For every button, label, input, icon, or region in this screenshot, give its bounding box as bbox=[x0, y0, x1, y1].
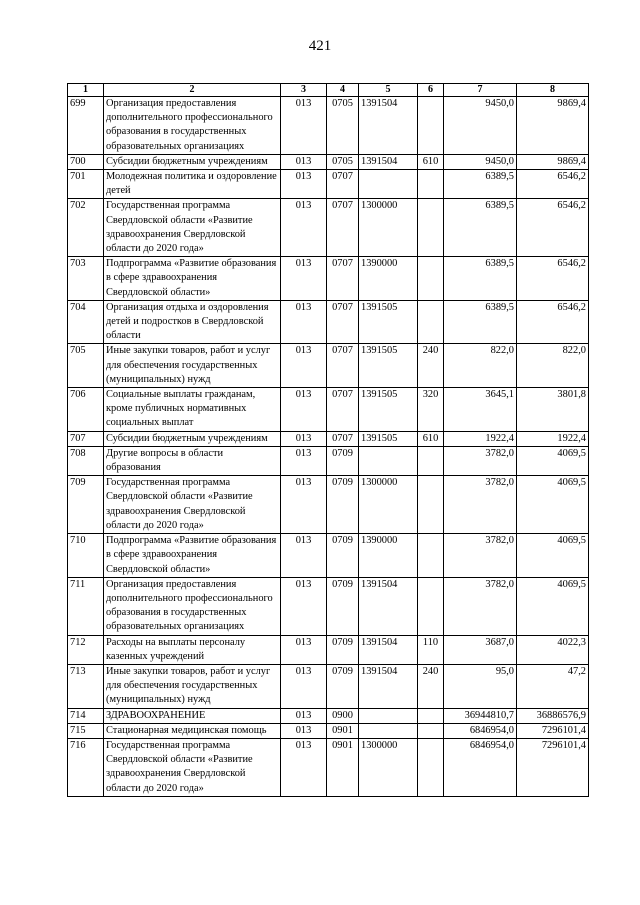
table-row bbox=[68, 738, 589, 796]
col-header: 5 bbox=[359, 84, 418, 97]
row-name: ЗДРАВООХРАНЕНИЕ bbox=[104, 708, 281, 723]
row-amount-year1: 6389,5 bbox=[444, 199, 517, 257]
row-amount-year2: 4069,5 bbox=[517, 446, 589, 475]
row-code-section: 0901 bbox=[327, 738, 359, 796]
row-number: 716 bbox=[68, 738, 104, 796]
row-amount-year1: 6846954,0 bbox=[444, 723, 517, 738]
row-number: 701 bbox=[68, 170, 104, 199]
row-code-target: 1390000 bbox=[359, 257, 418, 301]
table-row bbox=[68, 154, 589, 169]
row-code-target bbox=[359, 446, 418, 475]
row-code-type bbox=[418, 577, 444, 635]
row-name: Другие вопросы в области образования bbox=[104, 446, 281, 475]
row-code-section: 0901 bbox=[327, 723, 359, 738]
row-code-type: 610 bbox=[418, 431, 444, 446]
row-number: 714 bbox=[68, 708, 104, 723]
row-name: Организация предоставления дополнительного профессионального образования в государственных образовательных организациях bbox=[104, 577, 281, 635]
row-code-admin: 013 bbox=[281, 577, 327, 635]
row-amount-year1: 95,0 bbox=[444, 664, 517, 708]
table-row bbox=[68, 708, 589, 723]
row-amount-year2: 822,0 bbox=[517, 344, 589, 388]
row-code-admin: 013 bbox=[281, 300, 327, 344]
row-code-section: 0709 bbox=[327, 664, 359, 708]
row-code-type bbox=[418, 300, 444, 344]
row-code-type: 610 bbox=[418, 154, 444, 169]
row-code-target: 1391504 bbox=[359, 97, 418, 155]
row-code-admin: 013 bbox=[281, 723, 327, 738]
row-code-type bbox=[418, 534, 444, 578]
row-name: Организация отдыха и оздоровления детей и подростков в Свердловской области bbox=[104, 300, 281, 344]
row-code-target: 1391505 bbox=[359, 344, 418, 388]
row-amount-year2: 4069,5 bbox=[517, 577, 589, 635]
row-code-section: 0709 bbox=[327, 534, 359, 578]
row-code-target: 1390000 bbox=[359, 534, 418, 578]
row-amount-year1: 6389,5 bbox=[444, 257, 517, 301]
col-header: 3 bbox=[281, 84, 327, 97]
row-code-target: 1391504 bbox=[359, 154, 418, 169]
row-name: Субсидии бюджетным учреждениям bbox=[104, 431, 281, 446]
row-name: Подпрограмма «Развитие образования в сфере здравоохранения Свердловской области» bbox=[104, 534, 281, 578]
row-number: 708 bbox=[68, 446, 104, 475]
row-number: 710 bbox=[68, 534, 104, 578]
row-number: 713 bbox=[68, 664, 104, 708]
row-number: 704 bbox=[68, 300, 104, 344]
row-amount-year1: 6389,5 bbox=[444, 170, 517, 199]
row-code-admin: 013 bbox=[281, 154, 327, 169]
row-code-target bbox=[359, 723, 418, 738]
row-code-target: 1300000 bbox=[359, 199, 418, 257]
row-name: Государственная программа Свердловской области «Развитие здравоохранения Свердловской области до 2020 года» bbox=[104, 476, 281, 534]
row-code-type: 240 bbox=[418, 344, 444, 388]
row-amount-year2: 6546,2 bbox=[517, 170, 589, 199]
row-code-admin: 013 bbox=[281, 388, 327, 432]
row-number: 703 bbox=[68, 257, 104, 301]
row-code-admin: 013 bbox=[281, 97, 327, 155]
row-code-section: 0707 bbox=[327, 300, 359, 344]
row-amount-year1: 6846954,0 bbox=[444, 738, 517, 796]
col-header: 7 bbox=[444, 84, 517, 97]
row-number: 707 bbox=[68, 431, 104, 446]
row-name: Государственная программа Свердловской области «Развитие здравоохранения Свердловской области до 2020 года» bbox=[104, 199, 281, 257]
table-row bbox=[68, 723, 589, 738]
row-amount-year2: 4022,3 bbox=[517, 635, 589, 664]
row-code-section: 0705 bbox=[327, 154, 359, 169]
row-code-type bbox=[418, 199, 444, 257]
row-code-type bbox=[418, 738, 444, 796]
row-number: 705 bbox=[68, 344, 104, 388]
col-header: 8 bbox=[517, 84, 589, 97]
row-number: 700 bbox=[68, 154, 104, 169]
row-name: Стационарная медицинская помощь bbox=[104, 723, 281, 738]
table-row bbox=[68, 664, 589, 708]
row-code-type bbox=[418, 446, 444, 475]
row-code-section: 0709 bbox=[327, 577, 359, 635]
row-code-target: 1391504 bbox=[359, 664, 418, 708]
row-code-section: 0707 bbox=[327, 344, 359, 388]
row-amount-year1: 3782,0 bbox=[444, 534, 517, 578]
table-row bbox=[68, 170, 589, 199]
table-row bbox=[68, 431, 589, 446]
row-code-admin: 013 bbox=[281, 738, 327, 796]
row-amount-year1: 822,0 bbox=[444, 344, 517, 388]
row-code-admin: 013 bbox=[281, 664, 327, 708]
row-number: 706 bbox=[68, 388, 104, 432]
row-amount-year1: 3645,1 bbox=[444, 388, 517, 432]
row-code-section: 0709 bbox=[327, 476, 359, 534]
row-name: Организация предоставления дополнительного профессионального образования в государственных образовательных организациях bbox=[104, 97, 281, 155]
row-code-type bbox=[418, 257, 444, 301]
row-code-section: 0707 bbox=[327, 199, 359, 257]
row-code-section: 0707 bbox=[327, 257, 359, 301]
row-amount-year2: 4069,5 bbox=[517, 534, 589, 578]
row-code-admin: 013 bbox=[281, 431, 327, 446]
row-code-admin: 013 bbox=[281, 476, 327, 534]
row-number: 702 bbox=[68, 199, 104, 257]
header-row bbox=[68, 84, 589, 97]
row-code-type: 240 bbox=[418, 664, 444, 708]
row-amount-year2: 3801,8 bbox=[517, 388, 589, 432]
row-amount-year1: 3687,0 bbox=[444, 635, 517, 664]
row-code-target: 1300000 bbox=[359, 738, 418, 796]
table-row bbox=[68, 577, 589, 635]
row-code-type bbox=[418, 476, 444, 534]
row-code-target bbox=[359, 170, 418, 199]
row-amount-year1: 3782,0 bbox=[444, 476, 517, 534]
row-code-type bbox=[418, 708, 444, 723]
row-amount-year2: 6546,2 bbox=[517, 300, 589, 344]
row-code-admin: 013 bbox=[281, 257, 327, 301]
row-amount-year1: 3782,0 bbox=[444, 577, 517, 635]
row-code-admin: 013 bbox=[281, 708, 327, 723]
table-row bbox=[68, 534, 589, 578]
row-amount-year2: 7296101,4 bbox=[517, 738, 589, 796]
row-code-admin: 013 bbox=[281, 534, 327, 578]
col-header: 1 bbox=[68, 84, 104, 97]
row-number: 711 bbox=[68, 577, 104, 635]
row-code-type: 110 bbox=[418, 635, 444, 664]
row-name: Подпрограмма «Развитие образования в сфере здравоохранения Свердловской области» bbox=[104, 257, 281, 301]
row-code-type bbox=[418, 170, 444, 199]
row-code-type bbox=[418, 97, 444, 155]
row-name: Иные закупки товаров, работ и услуг для обеспечения государственных (муниципальных) нужд bbox=[104, 664, 281, 708]
row-code-target: 1391505 bbox=[359, 431, 418, 446]
row-code-target: 1391505 bbox=[359, 388, 418, 432]
row-name: Иные закупки товаров, работ и услуг для обеспечения государственных (муниципальных) нужд bbox=[104, 344, 281, 388]
row-amount-year1: 1922,4 bbox=[444, 431, 517, 446]
row-code-section: 0709 bbox=[327, 635, 359, 664]
row-code-section: 0709 bbox=[327, 446, 359, 475]
row-code-admin: 013 bbox=[281, 344, 327, 388]
budget-table bbox=[67, 83, 589, 797]
row-name: Молодежная политика и оздоровление детей bbox=[104, 170, 281, 199]
table-row bbox=[68, 97, 589, 155]
row-amount-year2: 1922,4 bbox=[517, 431, 589, 446]
table-row bbox=[68, 446, 589, 475]
row-amount-year1: 36944810,7 bbox=[444, 708, 517, 723]
row-number: 715 bbox=[68, 723, 104, 738]
row-code-target bbox=[359, 708, 418, 723]
row-name: Государственная программа Свердловской области «Развитие здравоохранения Свердловской области до 2020 года» bbox=[104, 738, 281, 796]
row-amount-year2: 36886576,9 bbox=[517, 708, 589, 723]
table-row bbox=[68, 388, 589, 432]
table-row bbox=[68, 257, 589, 301]
page-number: 421 bbox=[308, 38, 332, 54]
row-amount-year2: 7296101,4 bbox=[517, 723, 589, 738]
row-name: Субсидии бюджетным учреждениям bbox=[104, 154, 281, 169]
row-code-admin: 013 bbox=[281, 635, 327, 664]
row-amount-year1: 6389,5 bbox=[444, 300, 517, 344]
table-row bbox=[68, 199, 589, 257]
row-code-section: 0707 bbox=[327, 388, 359, 432]
table-row bbox=[68, 635, 589, 664]
table-row bbox=[68, 344, 589, 388]
row-code-admin: 013 bbox=[281, 199, 327, 257]
row-code-section: 0705 bbox=[327, 97, 359, 155]
row-name: Социальные выплаты гражданам, кроме публичных нормативных социальных выплат bbox=[104, 388, 281, 432]
row-number: 699 bbox=[68, 97, 104, 155]
row-number: 709 bbox=[68, 476, 104, 534]
row-amount-year1: 9450,0 bbox=[444, 97, 517, 155]
row-code-section: 0900 bbox=[327, 708, 359, 723]
col-header: 2 bbox=[104, 84, 281, 97]
row-number: 712 bbox=[68, 635, 104, 664]
row-code-type bbox=[418, 723, 444, 738]
row-amount-year1: 9450,0 bbox=[444, 154, 517, 169]
table-row bbox=[68, 476, 589, 534]
row-code-target: 1391505 bbox=[359, 300, 418, 344]
row-amount-year2: 9869,4 bbox=[517, 154, 589, 169]
row-code-target: 1300000 bbox=[359, 476, 418, 534]
row-code-target: 1391504 bbox=[359, 635, 418, 664]
row-amount-year2: 4069,5 bbox=[517, 476, 589, 534]
row-amount-year2: 6546,2 bbox=[517, 257, 589, 301]
row-amount-year2: 6546,2 bbox=[517, 199, 589, 257]
row-code-section: 0707 bbox=[327, 431, 359, 446]
table-row bbox=[68, 300, 589, 344]
row-name: Расходы на выплаты персоналу казенных учреждений bbox=[104, 635, 281, 664]
row-amount-year2: 9869,4 bbox=[517, 97, 589, 155]
row-amount-year2: 47,2 bbox=[517, 664, 589, 708]
col-header: 4 bbox=[327, 84, 359, 97]
row-code-type: 320 bbox=[418, 388, 444, 432]
row-code-section: 0707 bbox=[327, 170, 359, 199]
row-code-admin: 013 bbox=[281, 446, 327, 475]
col-header: 6 bbox=[418, 84, 444, 97]
row-code-target: 1391504 bbox=[359, 577, 418, 635]
row-code-admin: 013 bbox=[281, 170, 327, 199]
row-amount-year1: 3782,0 bbox=[444, 446, 517, 475]
